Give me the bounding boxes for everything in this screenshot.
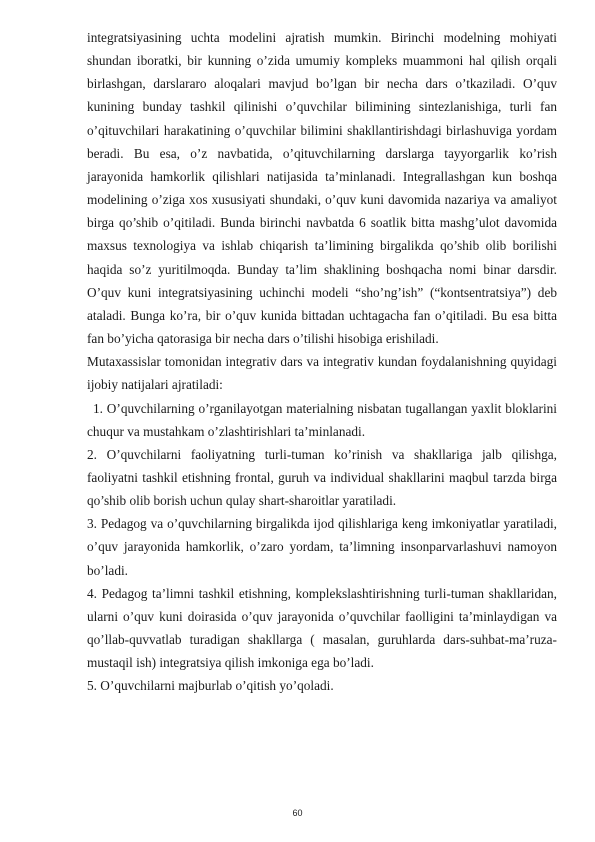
list-item-5: 5. O’quvchilarni majburlab o’qitish yo’qoladi. [87,678,334,694]
list-item-1: 1. O’quvchilarning o’rganilayotgan materialning nisbatan tugallangan yaxlit bloklarini chuqur va mustahkam o’zlashtirishlari ta’minlanadi. [87,400,557,439]
document-body [87,26,557,698]
list-item-3: 3. Pedagog va o’quvchilarning birgalikda ijod qilishlariga keng imkoniyatlar yaratiladi, o’quv jarayonida hamkorlik, o’zaro yordam, ta’limning insonparvarlashuvi namoyon bo’ladi. [87,516,557,578]
list-item-4: 4. Pedagog ta’limni tashkil etishning, komplekslashtirishning turli-tuman shakllaridan, ularni o’quv kuni doirasida o’quv jarayonida o’quvchilar faolligini ta’minlaydigan va qo’llab-quvvatlab turadigan shakllarga ( masalan, guruhlarda dars-suhbat-ma’ruza-mustaqil ish) integratsiya qilish imkoniga ega bo’ladi. [87,585,557,671]
paragraph-positive-results-intro: Mutaxassislar tomonidan integrativ dars va integrativ kundan foydalanishning quyidagi ijobiy natijalari ajratiladi: [87,354,557,393]
list-item-2: 2. O’quvchilarni faoliyatning turli-tuman ko’rinish va shakllariga jalb qilishga, faoliyatni tashkil etishning frontal, guruh va individual shakllarini maqbul tarzda birga qo’shib olib borish uchun qulay shart-sharoitlar yaratiladi. [87,446,557,509]
page-number: 60 [292,808,303,818]
paragraph-integration-models: integratsiyasining uchta modelini ajratish mumkin. Birinchi modelning mohiyati shundan iboratki, bir kunning o’zida umumiy kompleks muammoni hal qilish orqali birlashgan, darslararo aloqalari mavjud bo’lgan bir necha dars o’tkaziladi. O’quv kunining bunday tashkil qilinishi o’quvchilar bilimining sintezlanishiga, turli fan o’qituvchilari harakatining o’quvchilar bilimini shakllantirishdagi birlashuviga yordam beradi. Bu esa, o’z navbatida, o’qituvchilarning darslarga tayyorgarlik ko’rish jarayonida hamkorlik qilishlari natijasida ta’minlanadi. Integrallashgan kun boshqa modelining o’ziga xos xususiyati shundaki, o’quv kuni davomida nazariya va amaliyot birga qo’shib o’qitiladi. Bunda birinchi navbatda 6 soatlik bitta mashg’ulot davomida maxsus texnologiya va ishlab chiqarish ta’limining birgalikda qo’shib olib borilishi haqida so’z yuritilmoqda. Bunday ta’lim shaklining boshqacha nomi binar darsdir. O’quv kuni integratsiyasining uchinchi modeli “sho’ng’ish” (“kontsentratsiya”) deb ataladi. Bunga ko’ra, bir o’quv kunida bittadan uchtagacha fan o’qitiladi. Bu esa bitta fan bo’yicha qatorasiga bir necha dars o’tilishi hisobiga erishiladi. [87,30,557,347]
